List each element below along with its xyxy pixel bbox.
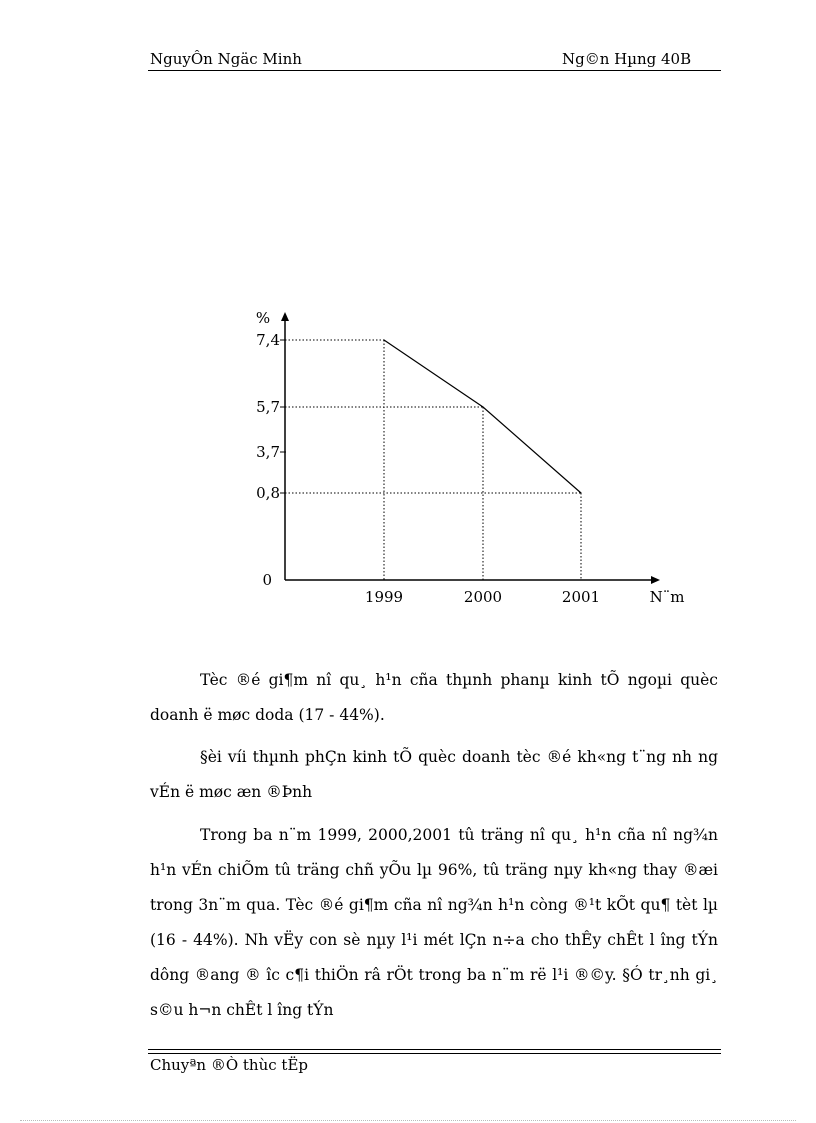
chart-guides (285, 340, 581, 580)
header-author: NguyÔn Ngäc Minh (150, 50, 302, 68)
x-tick-label: 1999 (364, 588, 404, 606)
data-point (383, 339, 384, 340)
y-axis-label: % (255, 309, 271, 327)
y-tick-label: 0,8 (256, 484, 280, 502)
chart-axes (280, 312, 660, 584)
paragraph-2: §èi víi thµnh phÇn kinh tÕ quèc doanh tèc ®é kh«ng t¨ng nh ng vÉn ë møc æn ®Þnh (150, 748, 718, 801)
chart-labels (256, 309, 685, 606)
x-tick-label: 2000 (463, 588, 503, 606)
y-tick-label: 5,7 (256, 398, 280, 416)
data-point (580, 492, 581, 493)
y-tick-label: 3,7 (256, 443, 280, 461)
x-tick-label: 2001 (561, 588, 601, 606)
header-class: Ng©n Hµng 40B (562, 50, 692, 68)
footer-title: Chuyªn ®Ò thùc tËp (150, 1056, 308, 1074)
y-axis-arrow (281, 312, 289, 321)
paragraph-3: Trong ba n¨m 1999, 2000,2001 tû träng nî qu¸ h¹n cña nî ng¾n h¹n vÉn chiÕm tû träng chñ yÕu lµ 96%, tû träng nµy kh«ng thay ®æi trong 3n¨m qua. Tèc ®é gi¶m cña nî ng¾n h¹n còng ®¹t kÕt qu¶ tèt lµ (16 - 44%). Nh vËy con sè nµy l¹i mét lÇn n÷a cho thÊy chÊt l îng tÝn dông ®ang ® îc c¶i thiÖn râ rÖt trong ba n¨m rë l¹i ®©y. §Ó tr¸nh gi¸ s©u h¬n chÊt l îng tÝn (150, 826, 718, 1019)
footer-rule-double (148, 1053, 721, 1054)
x-axis-arrow (651, 576, 660, 584)
data-point (482, 406, 483, 407)
footer-rule (148, 1049, 721, 1050)
paragraph-1: Tèc ®é gi¶m nî qu¸ h¹n cña thµnh phanµ kinh tÕ ngoµi quèc doanh ë møc doda (17 - 44%). (150, 671, 718, 724)
y-tick-label: 7,4 (256, 331, 280, 349)
x-axis-label: N¨m (649, 588, 685, 606)
y-tick-label: 0 (262, 571, 272, 589)
page-edge-dots (20, 1120, 796, 1121)
